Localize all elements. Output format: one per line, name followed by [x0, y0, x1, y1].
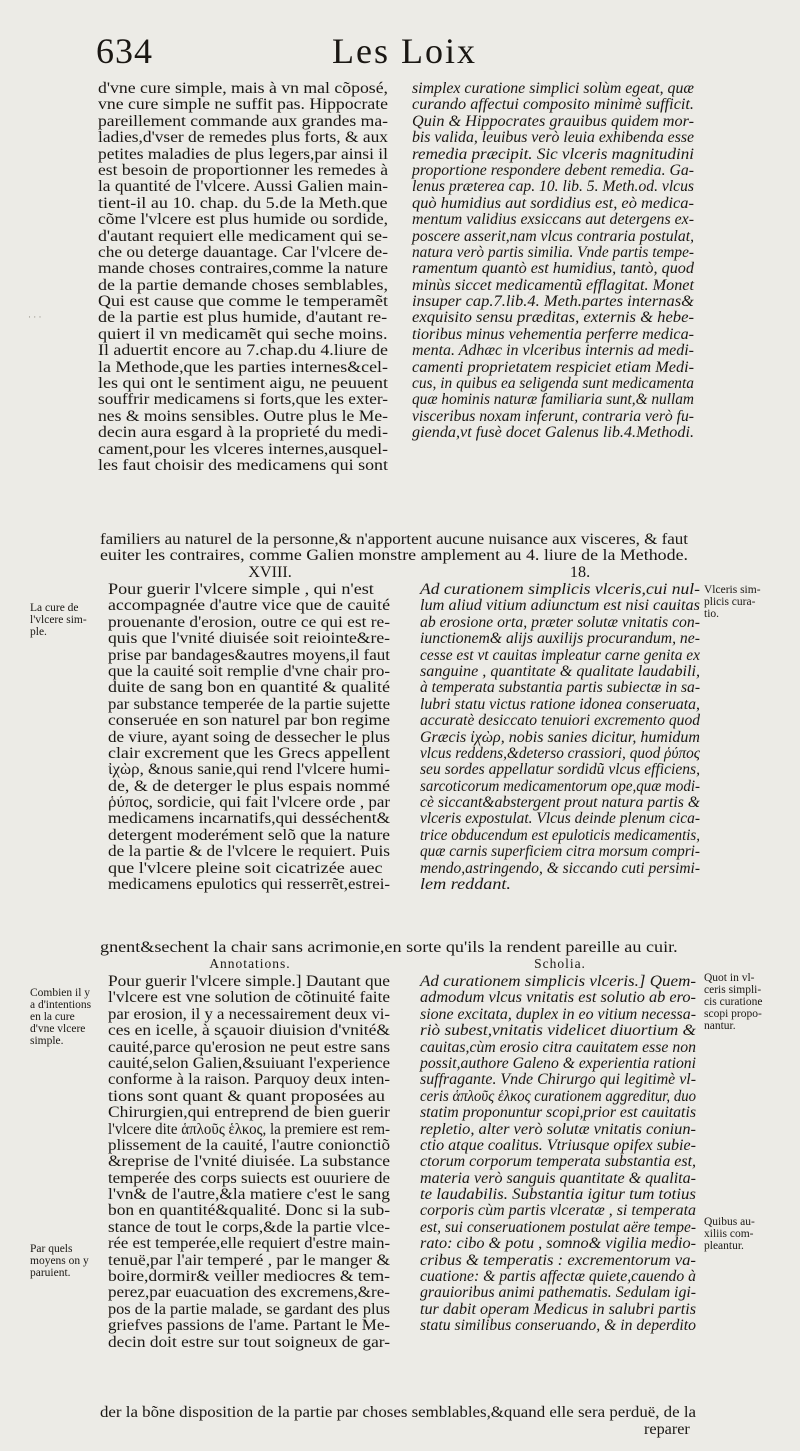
- catchword: reparer: [644, 1420, 690, 1438]
- french-column-3: [108, 973, 413, 1350]
- text-line: les qui ont le sentiment aigu, ne peuuent: [98, 374, 388, 393]
- text-line: trice obducendum est epuloticis medicamentis,: [420, 825, 700, 844]
- text-line: accuratè desiccato tenuiori excremento quod: [420, 711, 700, 730]
- text-line: l'vn& de l'autre,&la matiere c'est le sang: [108, 1185, 390, 1204]
- text-line: stance de tout le corps,&de la partie vlce-: [108, 1217, 390, 1236]
- text-line: de la partie est plus humide, d'autant re-: [98, 308, 388, 327]
- text-line: lum aliud vitium adiunctum est nisi cauitas: [420, 596, 700, 615]
- text-line: de la partie & de l'vlcere le requiert. Puis: [108, 842, 390, 861]
- text-line: d'vne cure simple, mais à vn mal cõposé,: [98, 79, 388, 97]
- margin-line: La cure de: [30, 602, 79, 614]
- margin-line: pleantur.: [704, 1240, 744, 1252]
- text-line: camenti proprietatem respiciet etiam Medi-: [412, 357, 694, 376]
- margin-line: Combien il y: [30, 987, 91, 999]
- margin-note-moyens: [30, 1243, 89, 1279]
- text-line: l'vlcere est vne solution de cõtinuité faite: [108, 988, 390, 1007]
- text-line: pos de la partie malade, se gardant des plus: [108, 1299, 390, 1318]
- text-line: ceris ἁπλοῦς ἑλκος curationem aggreditur, duo: [420, 1086, 696, 1105]
- text-line: petites maladies de plus legers,par ainsi il: [98, 144, 388, 163]
- text-line: ladies,d'vser de remedes plus forts, & aux: [98, 128, 388, 147]
- text-line: curando affectui composito minimè sufficit.: [412, 95, 694, 114]
- text-line: materia verò sanguis quantitate & qualita-: [420, 1168, 696, 1187]
- text-line: corporis cùm partis vlceratæ , si temperata: [420, 1201, 696, 1220]
- text-line: exquisito sensu præditas, externis & hebe-: [412, 308, 694, 327]
- text-line: menta. Adhæc in vlceribus internis ad medi-: [412, 341, 694, 360]
- text-line: est, sui conseruationem postulat aëre tempe-: [420, 1217, 696, 1236]
- text-line: mendo,astringendo, & siccando cuti persimi-: [420, 858, 700, 877]
- text-line: bon en quantité&qualité. Donc si la sub-: [108, 1201, 390, 1220]
- text-line: conseruée en son naturel par bon regime: [108, 711, 390, 730]
- text-line: perez,par euacuation des excremens,&re-: [108, 1283, 390, 1302]
- margin-line: scopi propo-: [704, 1008, 762, 1020]
- text-line: par erosion, il y a necessairement deux vi-: [108, 1004, 390, 1023]
- text-line: cauité,parce qu'erosion ne peut estre sans: [108, 1037, 390, 1056]
- text-line: decin doit estre sur tout soigneux de gar-: [108, 1332, 390, 1351]
- page-number: 634: [96, 31, 153, 71]
- margin-line: l'vlcere sim-: [30, 614, 87, 626]
- text-line: poscere asserit,nam vlcus contraria postulat,: [412, 226, 694, 245]
- text-line: cõme l'vlcere est plus humide ou sordide,: [98, 210, 388, 229]
- ink-speck: · · ·: [28, 312, 42, 322]
- text-line: Ad curationem simplicis vlceris,cui nul-: [420, 580, 700, 598]
- text-line: sanguine , quantitate & qualitate laudabili,: [420, 661, 700, 680]
- text-line: Il aduertit encore au 7.chap.du 4.liure de: [98, 341, 388, 360]
- latin-column-2: [420, 581, 723, 892]
- text-line: iunctionem& alijs auxilijs procurandum, ne-: [420, 629, 700, 648]
- text-line: natura verò partis similia. Vnde partis tempe-: [412, 242, 694, 261]
- text-line: sarcoticorum medicamentorum ope,quæ modi-: [420, 776, 700, 795]
- text-line: cribus & temperatis : excrementorum va-: [420, 1250, 696, 1269]
- text-line: visceribus noxam inferunt, contraria verò fu-: [412, 406, 694, 425]
- margin-line: moyens on y: [30, 1255, 89, 1267]
- text-line: de, & de deterger le plus espais nommé: [108, 776, 390, 795]
- text-line: Pour guerir l'vlcere simple , qui n'est: [108, 580, 374, 598]
- text-line: che ou deterge dauantage. Car l'vlcere de-: [98, 242, 388, 261]
- text-line: ab erosione orta, præter solutæ vnitatis con-: [420, 612, 700, 631]
- text-line: rato: cibo & potu , somno& vigilia medio-: [420, 1234, 696, 1253]
- text-line: quæ carnis superficiem citra morsum compri-: [420, 842, 700, 861]
- text-line: grauioribus animi pathematis. Sedulam igi-: [420, 1283, 696, 1302]
- full-width-text-3: [100, 1403, 696, 1421]
- text-line: de la partie demande choses semblables,: [98, 275, 388, 294]
- text-line: les faut choisir des medicamens qui sont: [98, 455, 388, 474]
- margin-line: Quot in vl-: [704, 972, 755, 984]
- text-line: cauité,selon Galien,&suiuant l'experience: [108, 1053, 390, 1072]
- text-line: pareillement commande aux grandes ma-: [98, 111, 388, 130]
- text-line: griefves passions de l'ame. Partant le Me-: [108, 1316, 390, 1335]
- text-line: conforme à la raison. Parquoy deux inten-: [108, 1070, 390, 1089]
- text-line: ces en icelle, à sçauoir diuision d'vnité&: [108, 1021, 390, 1040]
- text-line: vlcus reddens,&deterso crassiori, quod ῥύπος: [420, 743, 700, 762]
- text-line: detergent moderément selõ que la nature: [108, 825, 390, 844]
- text-line: gienda,vt fusè docet Galenus lib.4.Methodi.: [412, 423, 694, 442]
- text-line: repletio, alter verò solutæ vnitatis coniun-: [420, 1119, 696, 1138]
- text-line: tur dabit operam Medicus in salubri partis: [420, 1299, 696, 1318]
- margin-line: Quibus au-: [704, 1216, 755, 1228]
- text-line: duite de sang bon en quantité & qualité: [108, 678, 390, 697]
- text-line: euiter les contraires, comme Galien monstre amplement au 4. liure de la Methode.: [100, 546, 688, 565]
- margin-line: a d'intentions: [30, 999, 92, 1011]
- margin-line: plicis cura-: [704, 596, 756, 608]
- french-column-2: [108, 580, 390, 894]
- margin-line: xiliis com-: [704, 1228, 754, 1240]
- text-line: tenuë,par l'air temperé , par le manger &: [108, 1250, 390, 1269]
- text-line: d'autant requiert elle medicament qui se-: [98, 226, 388, 245]
- text-line: quis que l'vnité diuisée soit reiointe&re-: [108, 629, 390, 648]
- text-line: plissement de la cauité, l'autre conionctiõ: [108, 1135, 390, 1154]
- margin-line: Par quels: [30, 1243, 73, 1255]
- text-line: Chirurgien,qui entreprend de bien guerir: [108, 1103, 390, 1122]
- text-line: Græcis ἰχὼρ, nobis sanies dicitur, humidum: [420, 727, 700, 746]
- text-line: tient-il au 10. chap. du 5.de la Meth.que: [98, 193, 388, 212]
- full-width-text-2: [100, 938, 678, 956]
- text-line: est besoin de proportionner les remedes à: [98, 160, 388, 179]
- text-line: cesse est vt cauitas impleatur carne genita ex: [420, 645, 700, 664]
- margin-note-auxiliis: [704, 1216, 755, 1252]
- text-line: cus, in quibus ea seligenda sunt medicamenta: [412, 374, 694, 393]
- text-line: de viure, ayant soing de dessecher le plus: [108, 727, 390, 746]
- margin-line: Vlceris sim-: [704, 584, 761, 596]
- text-line: statim proponuntur scopi,prior est cauitatis: [420, 1103, 696, 1122]
- text-line: admodum vlcus vnitatis est solutio ab ero-: [420, 988, 696, 1007]
- text-line: quò humidius aut sordidius est, eò medica-: [412, 193, 694, 212]
- latin-column-3: [420, 973, 722, 1334]
- margin-note-intentions: [30, 987, 91, 1047]
- text-line: à temperata substantia partis subiectæ in sa-: [420, 678, 700, 697]
- french-column-1: [98, 79, 389, 474]
- text-line: remedia præcipit. Sic vlceris magnitudini: [412, 144, 694, 163]
- text-line: mentum validius exsiccans aut detergens ex-: [412, 210, 694, 229]
- text-line: cè siccant&abstergent prout natura partis &: [420, 793, 700, 812]
- text-line: boire,dormir& veiller mediocres & tem-: [108, 1267, 390, 1286]
- text-line: lem reddant.: [420, 875, 511, 894]
- text-line: temperée des corps suiects est ouuriere de: [108, 1168, 390, 1187]
- text-line: quiert il vn medicamẽt qui seche moins.: [98, 324, 388, 343]
- margin-line: d'vne vlcere: [30, 1023, 86, 1035]
- margin-line: paruient.: [30, 1267, 71, 1279]
- text-line: familiers au naturel de la personne,& n'apportent aucune nuisance aux visceres, & faut: [100, 530, 688, 548]
- text-line: bis valida, leuibus verò leuia exhibenda esse: [412, 128, 694, 147]
- margin-note-scopi: [704, 972, 762, 1032]
- text-line: quæ hominis naturæ familiaria sunt,& nullam: [412, 390, 694, 409]
- text-line: lubri statu victus ratione idonea conseruata,: [420, 694, 700, 713]
- text-line: mande choses contraires,comme la nature: [98, 259, 388, 278]
- text-line: rée est temperée,elle requiert d'estre main-: [108, 1234, 390, 1253]
- text-line: lenus præterea cap. 10. lib. 5. Meth.od. vlcus: [412, 177, 694, 196]
- text-line: vne cure simple ne suffit pas. Hippocrate: [98, 95, 388, 114]
- text-line: ctorum corporum temperata substantia est,: [420, 1152, 696, 1171]
- chapter-heading-fr: XVIII.: [248, 563, 292, 581]
- latin-column-1: [412, 80, 710, 441]
- text-line: cauitas,cùm erosio citra cauitatem esse non: [420, 1037, 696, 1056]
- text-line: cuatione: & partis affectæ quiete,cauendo à: [420, 1267, 696, 1286]
- text-line: possit,authore Galeno & experientia rationi: [420, 1053, 696, 1072]
- annotations-heading: Annotations.: [209, 956, 291, 971]
- text-line: gnent&sechent la chair sans acrimonie,en sorte qu'ils la rendent pareille au cuir.: [100, 938, 678, 956]
- text-line: simplex curatione simplici solùm egeat, quæ: [412, 79, 694, 97]
- text-line: clair excrement que les Grecs appellent: [108, 743, 390, 762]
- text-line: Ad curationem simplicis vlceris.] Quem-: [420, 972, 696, 990]
- text-line: l'vlcere dite ἁπλοῦς ἑλκος, la premiere est rem-: [108, 1119, 390, 1138]
- text-line: &reprise de l'vnité diuisée. La substance: [108, 1152, 390, 1171]
- text-line: Pour guerir l'vlcere simple.] Dautant que: [108, 972, 390, 990]
- text-line: statu similibus conseruando, & in deperdito: [420, 1316, 696, 1335]
- text-line: suffragante. Vnde Chirurgo qui legitimè vl-: [420, 1070, 696, 1089]
- margin-line: ceris simpli-: [704, 984, 762, 996]
- text-line: par substance temperée de la partie sujette: [108, 694, 390, 713]
- text-line: der la bõne disposition de la partie par choses semblables,&quand elle sera perduë, de la: [100, 1403, 696, 1421]
- scholia-heading: Scholia.: [534, 956, 586, 971]
- full-width-text-1: [100, 530, 688, 565]
- text-line: vlceris expostulat. Vlcus deinde plenum cica-: [420, 809, 700, 828]
- chapter-heading-la: 18.: [569, 563, 591, 581]
- text-line: te laudabilis. Substantia igitur tum totius: [420, 1185, 696, 1204]
- text-line: tions sont quant & quant proposées au: [108, 1086, 385, 1105]
- text-line: souffrir medicamens si forts,que les exter-: [98, 390, 389, 409]
- text-line: minùs siccet medicamentũ efflagitat. Monet: [412, 275, 694, 294]
- text-line: medicamens epulotics qui resserrẽt,estrei-: [108, 875, 390, 894]
- text-line: Quin & Hippocrates grauibus quidem mor-: [412, 111, 694, 130]
- text-line: prise par bandages&autres moyens,il faut: [108, 645, 390, 664]
- text-line: seu sordes appellatur sordidũ vlcus efficiens,: [420, 760, 700, 779]
- text-line: ῥύπος, sordicie, qui fait l'vlcere orde , par: [108, 793, 390, 812]
- text-line: medicamens incarnatifs,qui desséchent&: [108, 809, 390, 828]
- text-line: prouenante d'erosion, outre ce qui est re-: [108, 612, 390, 631]
- text-line: riò subest,vnitatis videlicet diuortium &: [420, 1021, 696, 1040]
- text-line: sione excitata, duplex in eo vitium necessa-: [420, 1004, 696, 1023]
- text-line: que la cauité soit remplie d'vne chair pro-: [108, 661, 390, 680]
- text-line: la Methode,que les parties internes&cel-: [98, 357, 388, 376]
- text-line: tioribus minus vehementia perferre medica-: [412, 324, 694, 343]
- text-line: cament,pour les vlceres internes,ausquel-: [98, 439, 388, 458]
- text-line: Qui est cause que comme le temperamẽt: [98, 292, 388, 311]
- margin-line: en la cure: [30, 1011, 75, 1023]
- text-line: decin aura esgard à la proprieté du medi-: [98, 423, 388, 442]
- text-line: ramentum quantò est humidius, tantò, quod: [412, 259, 694, 278]
- text-line: insuper cap.7.lib.4. Meth.partes internas&: [412, 292, 694, 311]
- margin-line: nantur.: [704, 1020, 736, 1032]
- margin-line: tio.: [704, 608, 720, 620]
- text-line: ἰχὼρ, &nous sanie,qui rend l'vlcere humi-: [108, 760, 390, 779]
- text-line: ctio atque coalitus. Vtriusque opifex subie-: [420, 1135, 696, 1154]
- margin-note-cure: [30, 602, 87, 638]
- text-line: accompagnée d'autre vice que de cauité: [108, 596, 390, 615]
- margin-note-curatio: [704, 584, 761, 620]
- margin-line: cis curatione: [704, 996, 763, 1008]
- text-line: la quantité de l'vlcere. Aussi Galien main-: [98, 177, 388, 196]
- text-line: nes & moins sensibles. Outre plus le Me-: [98, 406, 388, 425]
- text-line: proportione respondere debent remedia. Ga-: [412, 160, 694, 179]
- margin-line: ple.: [30, 626, 47, 638]
- text-line: que l'vlcere pleine soit cicatrizée auec: [108, 858, 383, 877]
- margin-line: simple.: [30, 1035, 64, 1047]
- running-title: Les Loix: [332, 31, 477, 71]
